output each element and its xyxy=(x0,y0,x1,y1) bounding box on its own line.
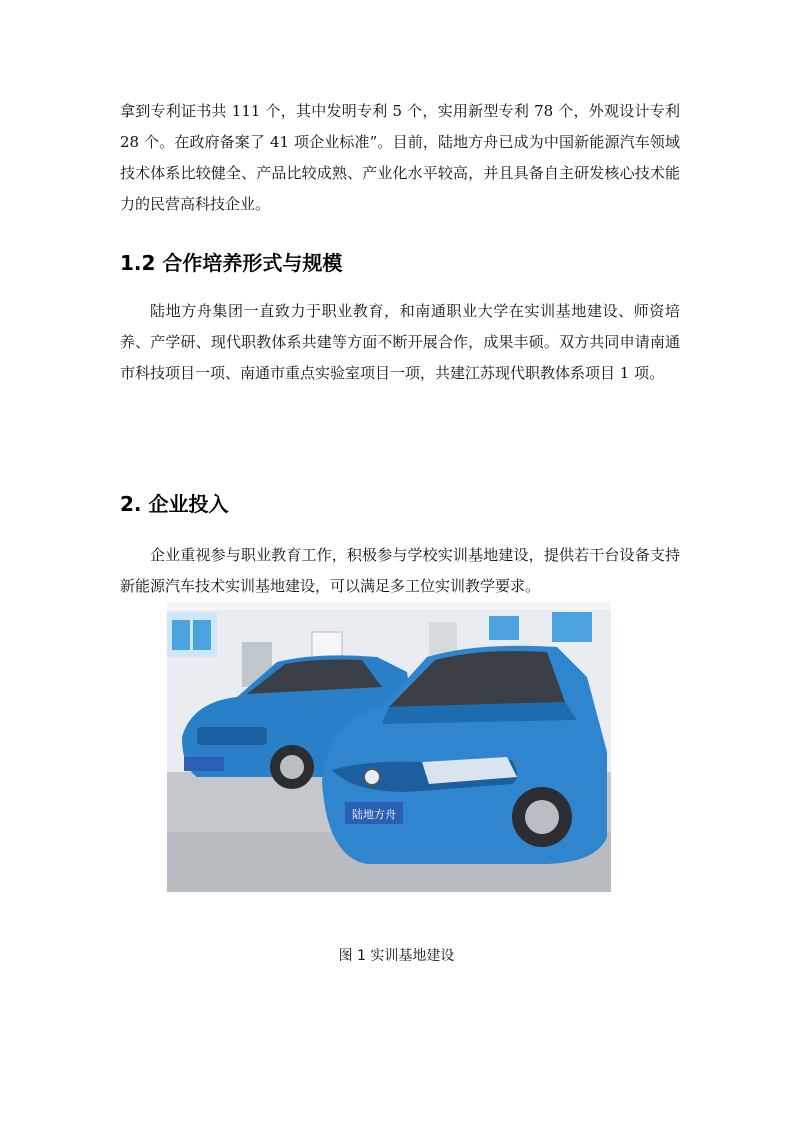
paragraph-investment: 企业重视参与职业教育工作，积极参与学校实训基地建设，提供若干台设备支持新能源汽车技术实训基地建设，可以满足多工位实训教学要求。 xyxy=(120,546,680,595)
training-base-photo xyxy=(167,602,611,892)
license-plate-text: 陆地方舟 xyxy=(352,808,396,821)
paragraph-patents: 拿到专利证书共 111 个，其中发明专利 5 个，实用新型专利 78 个，外观设计专利 28 个。在政府备案了 41 项企业标准”。目前，陆地方舟已成为中国新能源汽车领域技术体系比较健全、产品比较成熟、产业化水平较高，并且具备自主研发核心技术能力的民营高科技企业。 xyxy=(120,102,680,213)
section-heading-investment: 2. 企业投入 xyxy=(120,492,229,516)
paragraph-cooperation: 陆地方舟集团一直致力于职业教育，和南通职业大学在实训基地建设、师资培养、产学研、现代职教体系共建等方面不断开展合作，成果丰硕。双方共同申请南通市科技项目一项、南通市重点实验室项目一项，共建江苏现代职教体系项目 1 项。 xyxy=(120,302,680,382)
figure-caption: 图 1 实训基地建设 xyxy=(338,948,455,964)
section-heading-cooperation: 1.2 合作培养形式与规模 xyxy=(120,251,343,275)
